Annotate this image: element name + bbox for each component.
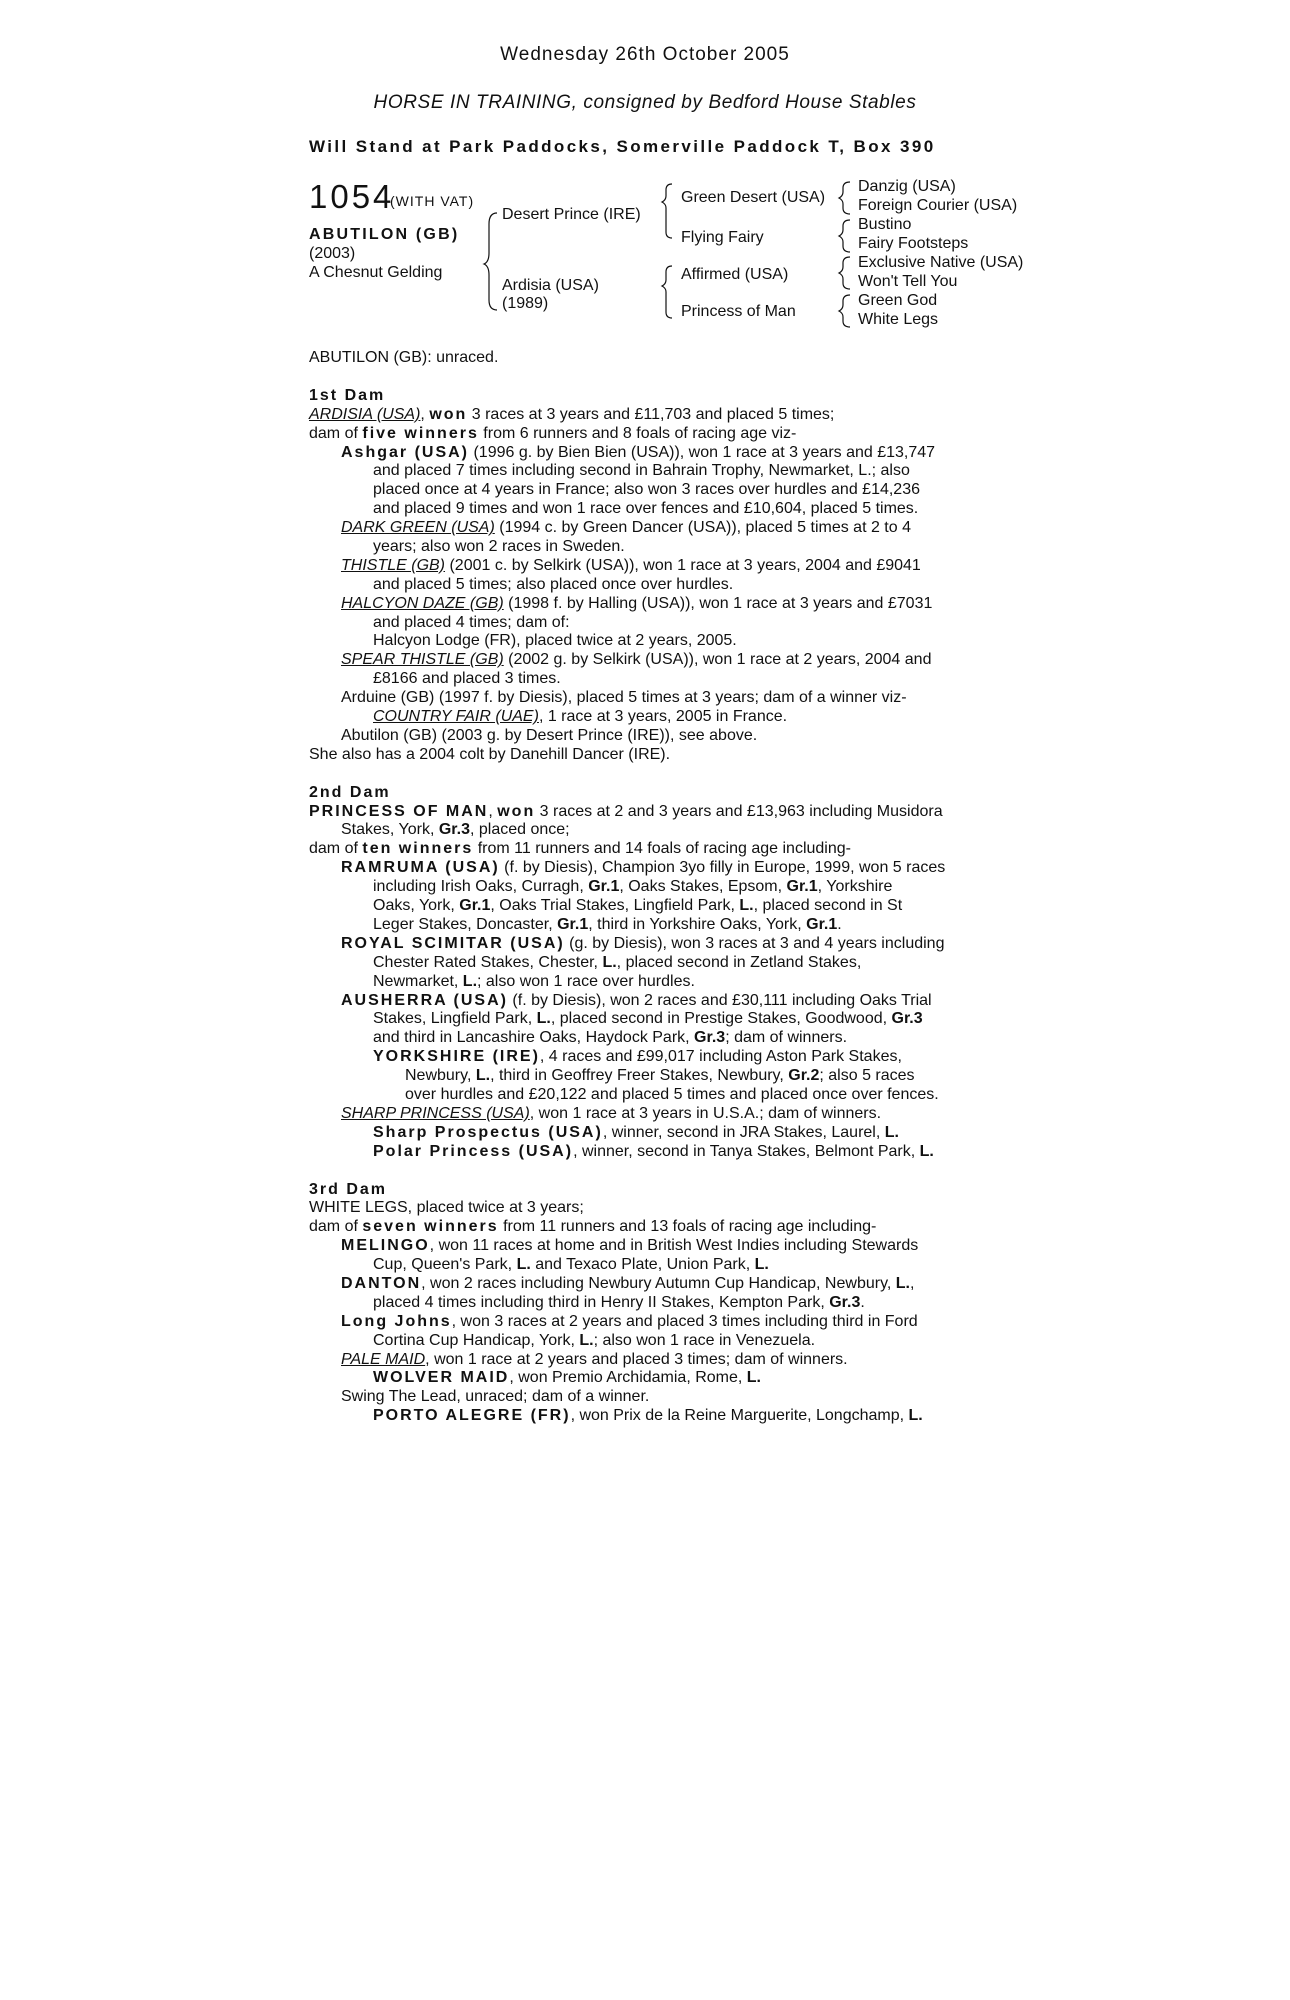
progeny-line: AUSHERRA (USA) (f. by Diesis), won 2 races and £30,111 including Oaks Trial bbox=[341, 991, 932, 1009]
pedigree-dam-dam: Princess of Man bbox=[681, 303, 796, 320]
progeny-line: Newmarket, L.; also won 1 race over hurdles. bbox=[373, 972, 695, 990]
progeny-line: HALCYON DAZE (GB) (1998 f. by Halling (USA)), won 1 race at 3 years and £7031 bbox=[341, 594, 933, 612]
progeny-line: Cortina Cup Handicap, York, L.; also won 1 race in Venezuela. bbox=[373, 1331, 816, 1349]
progeny-line: Long Johns, won 3 races at 2 years and placed 3 times including third in Ford bbox=[341, 1312, 918, 1330]
first-dam-produce: dam of five winners from 6 runners and 8 foals of racing age viz- bbox=[309, 424, 797, 442]
stand-location: Will Stand at Park Paddocks, Somerville Paddock T, Box 390 bbox=[309, 137, 936, 156]
race-record: ABUTILON (GB): unraced. bbox=[309, 349, 499, 366]
second-dam-produce: dam of ten winners from 11 runners and 14 foals of racing age including- bbox=[309, 840, 851, 858]
pedigree-g5: Exclusive Native (USA) bbox=[858, 254, 1024, 271]
progeny-line: MELINGO, won 11 races at home and in British West Indies including Stewards bbox=[341, 1237, 919, 1255]
pedigree-g4: Fairy Footsteps bbox=[858, 235, 969, 252]
first-dam-line: ARDISIA (USA), won 3 races at 3 years and £11,703 and placed 5 times; bbox=[309, 405, 835, 423]
progeny-line: Ashgar (USA) (1996 g. by Bien Bien (USA)), won 1 race at 3 years and £13,747 bbox=[341, 443, 936, 461]
second-dam-heading: 2nd Dam bbox=[309, 783, 391, 801]
progeny-line: Stakes, Lingfield Park, L., placed second in Prestige Stakes, Goodwood, Gr.3 bbox=[373, 1010, 923, 1028]
progeny-line: Polar Princess (USA), winner, second in Tanya Stakes, Belmont Park, L. bbox=[373, 1142, 934, 1160]
progeny-line: Swing The Lead, unraced; dam of a winner. bbox=[341, 1388, 650, 1406]
progeny-line: Leger Stakes, Doncaster, Gr.1, third in Yorkshire Oaks, York, Gr.1. bbox=[373, 915, 842, 933]
progeny-line: Oaks, York, Gr.1, Oaks Trial Stakes, Lingfield Park, L., placed second in St bbox=[373, 897, 903, 915]
pedigree-dam: Ardisia (USA) bbox=[502, 277, 599, 294]
third-dam-line: WHITE LEGS, placed twice at 3 years; bbox=[309, 1199, 584, 1217]
progeny-line: DANTON, won 2 races including Newbury Autumn Cup Handicap, Newbury, L., bbox=[341, 1274, 915, 1292]
progeny-line: years; also won 2 races in Sweden. bbox=[373, 538, 625, 556]
progeny-line: PORTO ALEGRE (FR), won Prix de la Reine Marguerite, Longchamp, L. bbox=[373, 1407, 923, 1425]
pedigree-g1: Danzig (USA) bbox=[858, 178, 956, 195]
progeny-line: DARK GREEN (USA) (1994 c. by Green Dancer (USA)), placed 5 times at 2 to 4 bbox=[341, 519, 911, 537]
consignment-line: HORSE IN TRAINING, consigned by Bedford House Stables bbox=[373, 92, 917, 113]
first-dam-heading: 1st Dam bbox=[309, 386, 386, 404]
pedigree-brackets bbox=[0, 0, 1290, 340]
progeny-line: and placed 5 times; also placed once over hurdles. bbox=[373, 575, 734, 593]
progeny-line: SPEAR THISTLE (GB) (2002 g. by Selkirk (USA)), won 1 race at 2 years, 2004 and bbox=[341, 651, 932, 669]
progeny-line: Arduine (GB) (1997 f. by Diesis), placed 5 times at 3 years; dam of a winner viz- bbox=[341, 689, 907, 707]
catalogue-body bbox=[309, 349, 1009, 1426]
lot-number: 1054 bbox=[309, 178, 395, 215]
progeny-line: over hurdles and £20,122 and placed 5 times and placed once over fences. bbox=[405, 1085, 939, 1103]
progeny-line: YORKSHIRE (IRE), 4 races and £99,017 including Aston Park Stakes, bbox=[373, 1048, 902, 1066]
second-dam-line: PRINCESS OF MAN, won 3 races at 2 and 3 years and £13,963 including Musidora bbox=[309, 802, 943, 820]
progeny-line: Abutilon (GB) (2003 g. by Desert Prince (IRE)), see above. bbox=[341, 726, 758, 744]
progeny-line: Sharp Prospectus (USA), winner, second in JRA Stakes, Laurel, L. bbox=[373, 1123, 899, 1141]
progeny-line: Chester Rated Stakes, Chester, L., placed second in Zetland Stakes, bbox=[373, 953, 862, 971]
progeny-line: and placed 7 times including second in Bahrain Trophy, Newmarket, L.; also bbox=[373, 462, 910, 480]
pedigree-dam-sire: Affirmed (USA) bbox=[681, 266, 789, 283]
pedigree-g7: Green God bbox=[858, 292, 938, 309]
pedigree-g6: Won't Tell You bbox=[858, 273, 958, 290]
vat-note: (WITH VAT) bbox=[390, 193, 475, 209]
pedigree-g8: White Legs bbox=[858, 311, 939, 328]
progeny-line: £8166 and placed 3 times. bbox=[373, 670, 561, 688]
progeny-line: and third in Lancashire Oaks, Haydock Park, Gr.3; dam of winners. bbox=[373, 1029, 848, 1047]
pedigree-sire-sire: Green Desert (USA) bbox=[681, 189, 826, 206]
progeny-line: THISTLE (GB) (2001 c. by Selkirk (USA)), won 1 race at 3 years, 2004 and £9041 bbox=[341, 556, 921, 574]
progeny-line: PALE MAID, won 1 race at 2 years and placed 3 times; dam of winners. bbox=[341, 1350, 848, 1368]
progeny-line: placed once at 4 years in France; also won 3 races over hurdles and £14,236 bbox=[373, 481, 920, 499]
progeny-line: including Irish Oaks, Curragh, Gr.1, Oaks Stakes, Epsom, Gr.1, Yorkshire bbox=[373, 878, 893, 896]
progeny-line: Newbury, L., third in Geoffrey Freer Stakes, Newbury, Gr.2; also 5 races bbox=[405, 1067, 915, 1085]
third-dam-heading: 3rd Dam bbox=[309, 1180, 388, 1198]
progeny-line: Halcyon Lodge (FR), placed twice at 2 years, 2005. bbox=[373, 632, 737, 650]
progeny-line: Cup, Queen's Park, L. and Texaco Plate, Union Park, L. bbox=[373, 1256, 769, 1274]
progeny-line: placed 4 times including third in Henry II Stakes, Kempton Park, Gr.3. bbox=[373, 1293, 865, 1311]
pedigree-g3: Bustino bbox=[858, 216, 912, 233]
second-dam-line: Stakes, York, Gr.3, placed once; bbox=[341, 821, 570, 839]
sale-date: Wednesday 26th October 2005 bbox=[500, 44, 790, 65]
progeny-line: and placed 9 times and won 1 race over fences and £10,604, placed 5 times. bbox=[373, 500, 919, 518]
horse-description: A Chesnut Gelding bbox=[309, 264, 443, 281]
pedigree-dam-year: (1989) bbox=[502, 295, 549, 312]
progeny-line: COUNTRY FAIR (UAE), 1 race at 3 years, 2005 in France. bbox=[373, 708, 788, 726]
pedigree-sire: Desert Prince (IRE) bbox=[502, 206, 641, 223]
progeny-line: SHARP PRINCESS (USA), won 1 race at 3 years in U.S.A.; dam of winners. bbox=[341, 1104, 882, 1122]
horse-year: (2003) bbox=[309, 245, 356, 262]
progeny-line: and placed 4 times; dam of: bbox=[373, 613, 570, 631]
third-dam-produce: dam of seven winners from 11 runners and 13 foals of racing age including- bbox=[309, 1218, 877, 1236]
progeny-line: ROYAL SCIMITAR (USA) (g. by Diesis), won 3 races at 3 and 4 years including bbox=[341, 934, 945, 952]
horse-name: ABUTILON (GB) bbox=[309, 226, 460, 243]
pedigree-g2: Foreign Courier (USA) bbox=[858, 197, 1018, 214]
progeny-line: RAMRUMA (USA) (f. by Diesis), Champion 3yo filly in Europe, 1999, won 5 races bbox=[341, 859, 946, 877]
progeny-line: WOLVER MAID, won Premio Archidamia, Rome, L. bbox=[373, 1369, 761, 1387]
pedigree-sire-dam: Flying Fairy bbox=[681, 229, 764, 246]
progeny-line: She also has a 2004 colt by Danehill Dancer (IRE). bbox=[309, 745, 671, 763]
